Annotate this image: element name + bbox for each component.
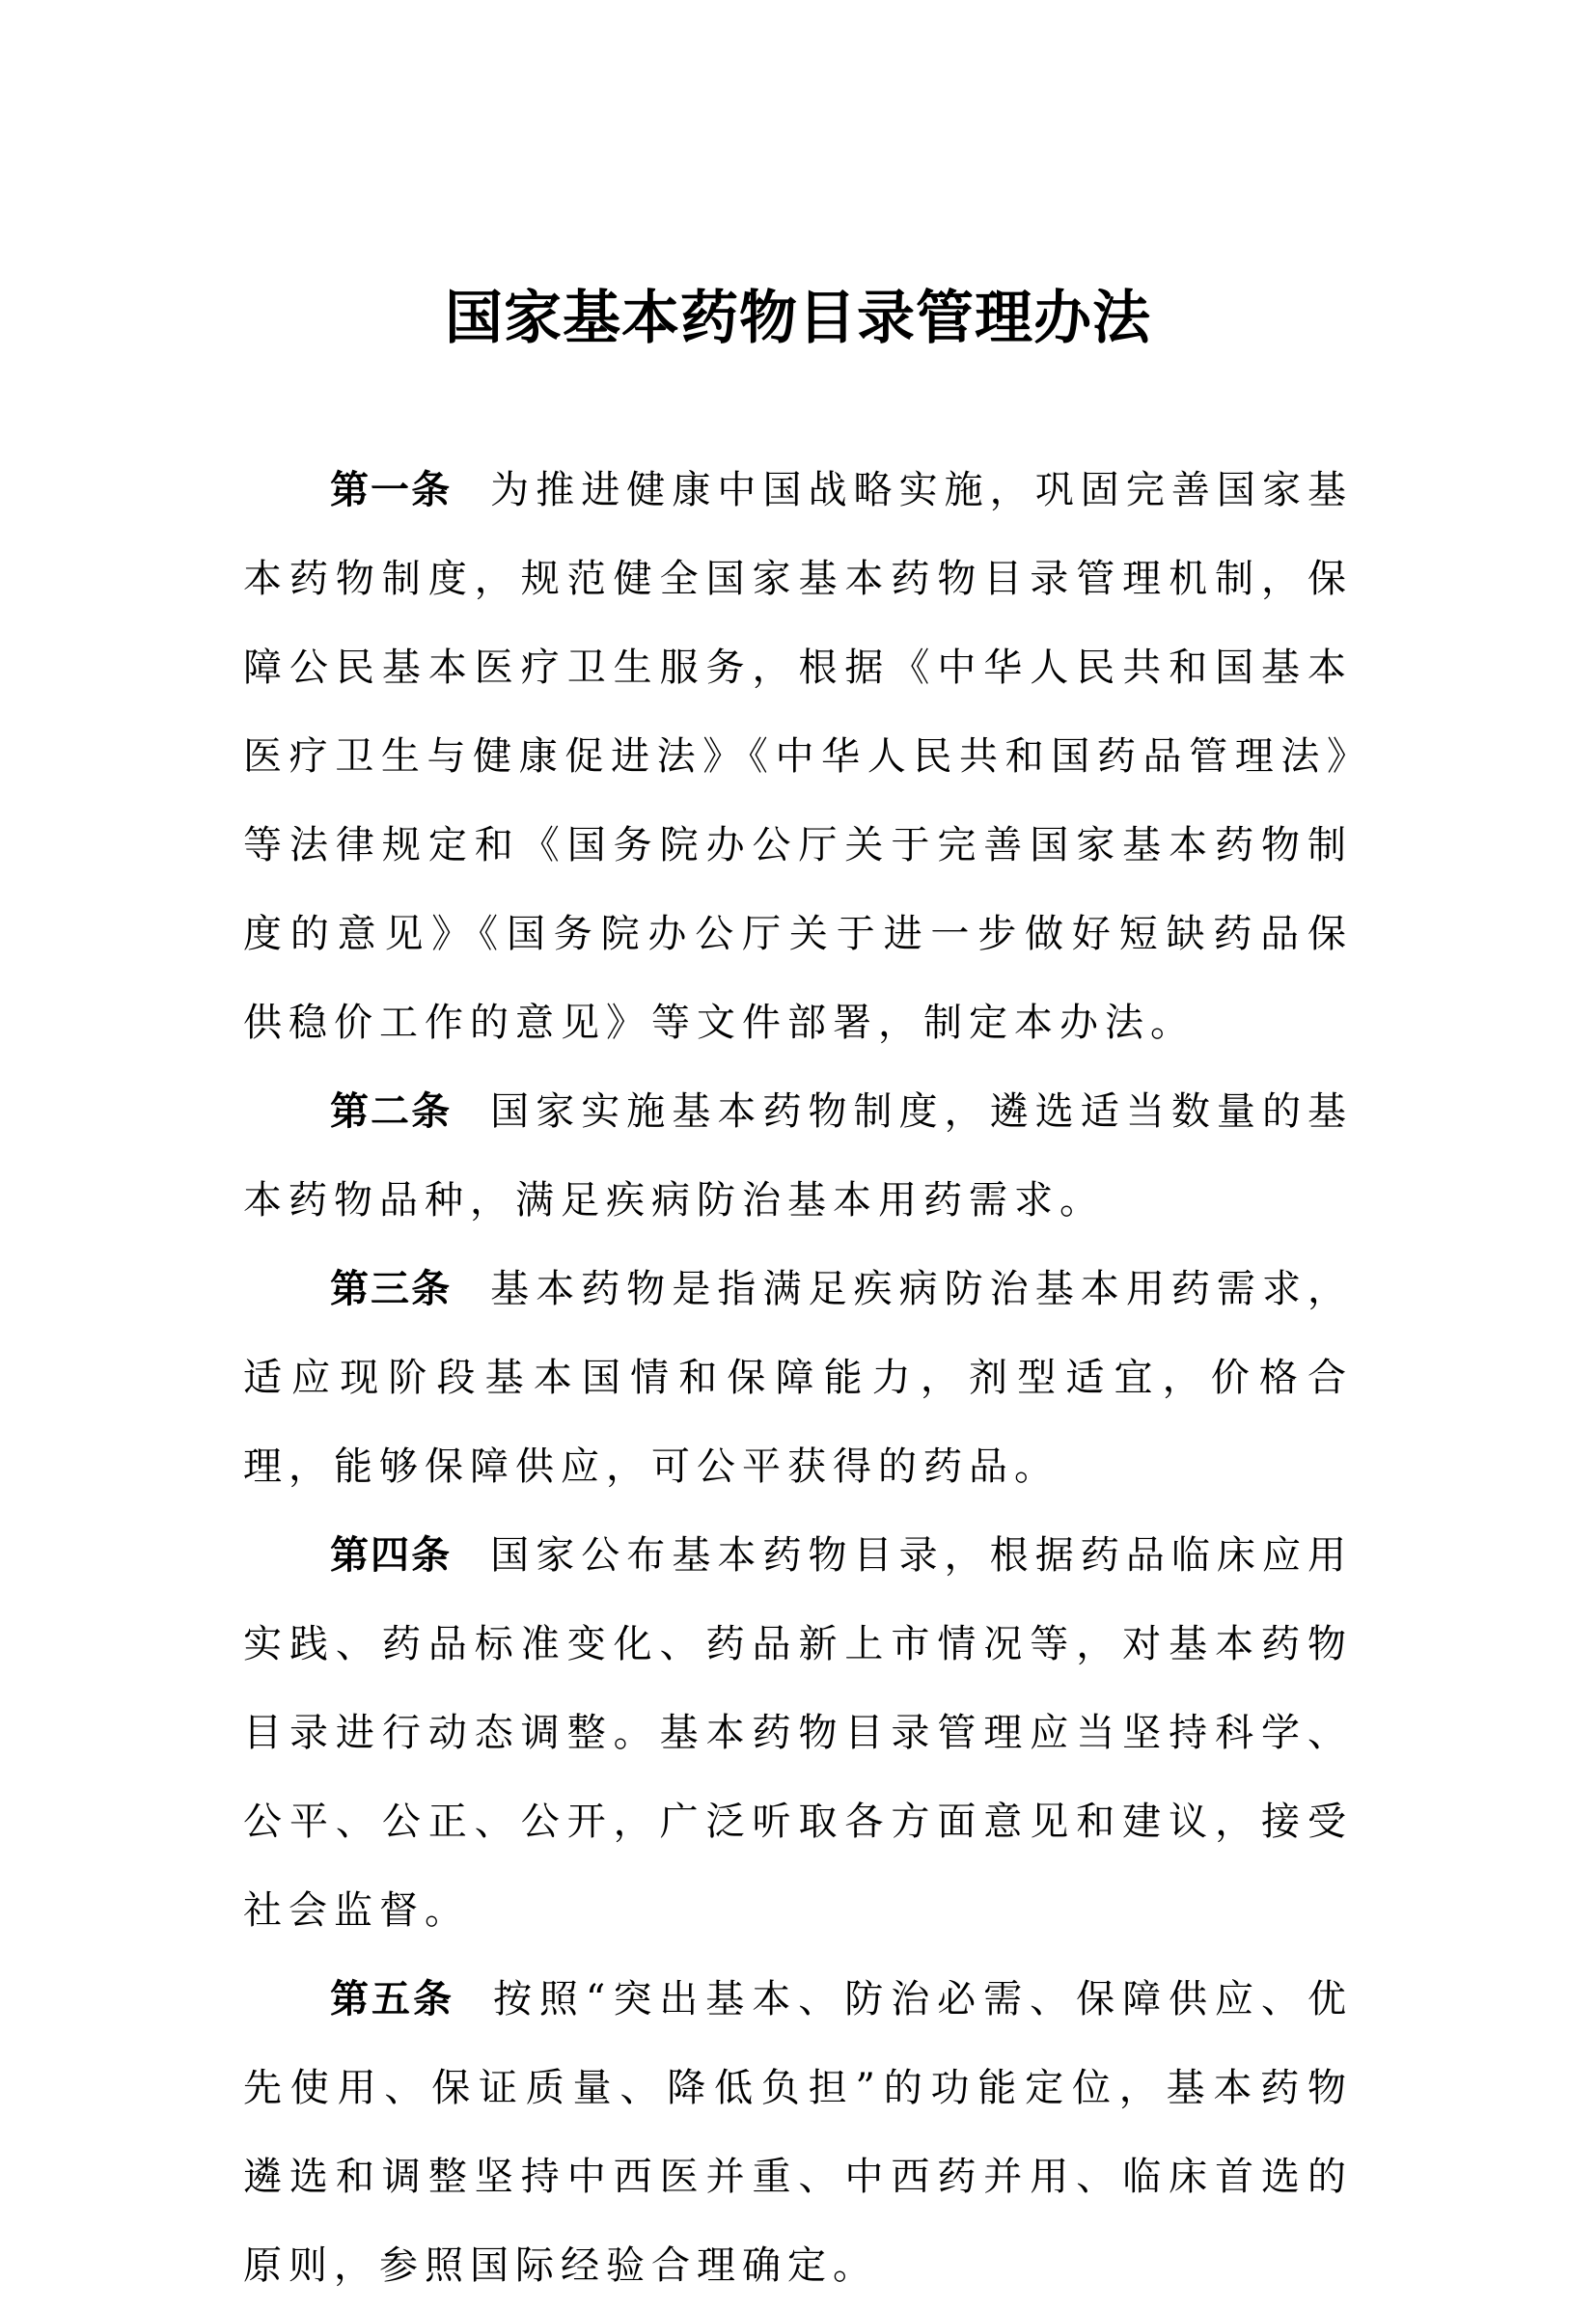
article-label: 第四条 bbox=[330, 1533, 453, 1578]
article-text: 国家公布基本药物目录，根据药品临床应用实践、药品标准变化、药品新上市情况等，对基本药物目录进行动态调整。基本药物目录管理应当坚持科学、公平、公正、公开，广泛听取各方面意见和建议，接受社会监督。 bbox=[243, 1533, 1354, 1933]
article-label: 第二条 bbox=[330, 1089, 453, 1134]
document-body bbox=[243, 446, 1353, 2310]
article-text: 为推进健康中国战略实施，巩固完善国家基本药物制度，规范健全国家基本药物目录管理机制，保障公民基本医疗卫生服务，根据《中华人民共和国基本医疗卫生与健康促进法》《中华人民共和国药品管理法》等法律规定和《国务院办公厅关于完善国家基本药物制度的意见》《国务院办公厅关于进一步做好短缺药品保供稳价工作的意见》等文件部署，制定本办法。 bbox=[243, 468, 1354, 1045]
article-text: 基本药物是指满足疾病防治基本用药需求，适应现阶段基本国情和保障能力，剂型适宜，价格合理，能够保障供应，可公平获得的药品。 bbox=[243, 1267, 1354, 1489]
document-title: 国家基本药物目录管理办法 bbox=[445, 285, 1151, 352]
article-label: 第五条 bbox=[330, 1977, 454, 2021]
article-label: 第三条 bbox=[330, 1267, 453, 1311]
article-text: 按照“突出基本、防治必需、保障供应、优先使用、保证质量、降低负担”的功能定位，基本药物遴选和调整坚持中西医并重、中西药并用、临床首选的原则，参照国际经验合理确定。 bbox=[243, 1977, 1353, 2288]
article-label: 第一条 bbox=[330, 468, 453, 512]
article-2 bbox=[243, 1067, 1353, 1245]
article-text: 国家实施基本药物制度，遴选适当数量的基本药物品种，满足疾病防治基本用药需求。 bbox=[243, 1089, 1354, 1223]
article-4 bbox=[243, 1511, 1353, 1955]
article-3 bbox=[243, 1245, 1353, 1511]
article-1 bbox=[243, 446, 1353, 1067]
